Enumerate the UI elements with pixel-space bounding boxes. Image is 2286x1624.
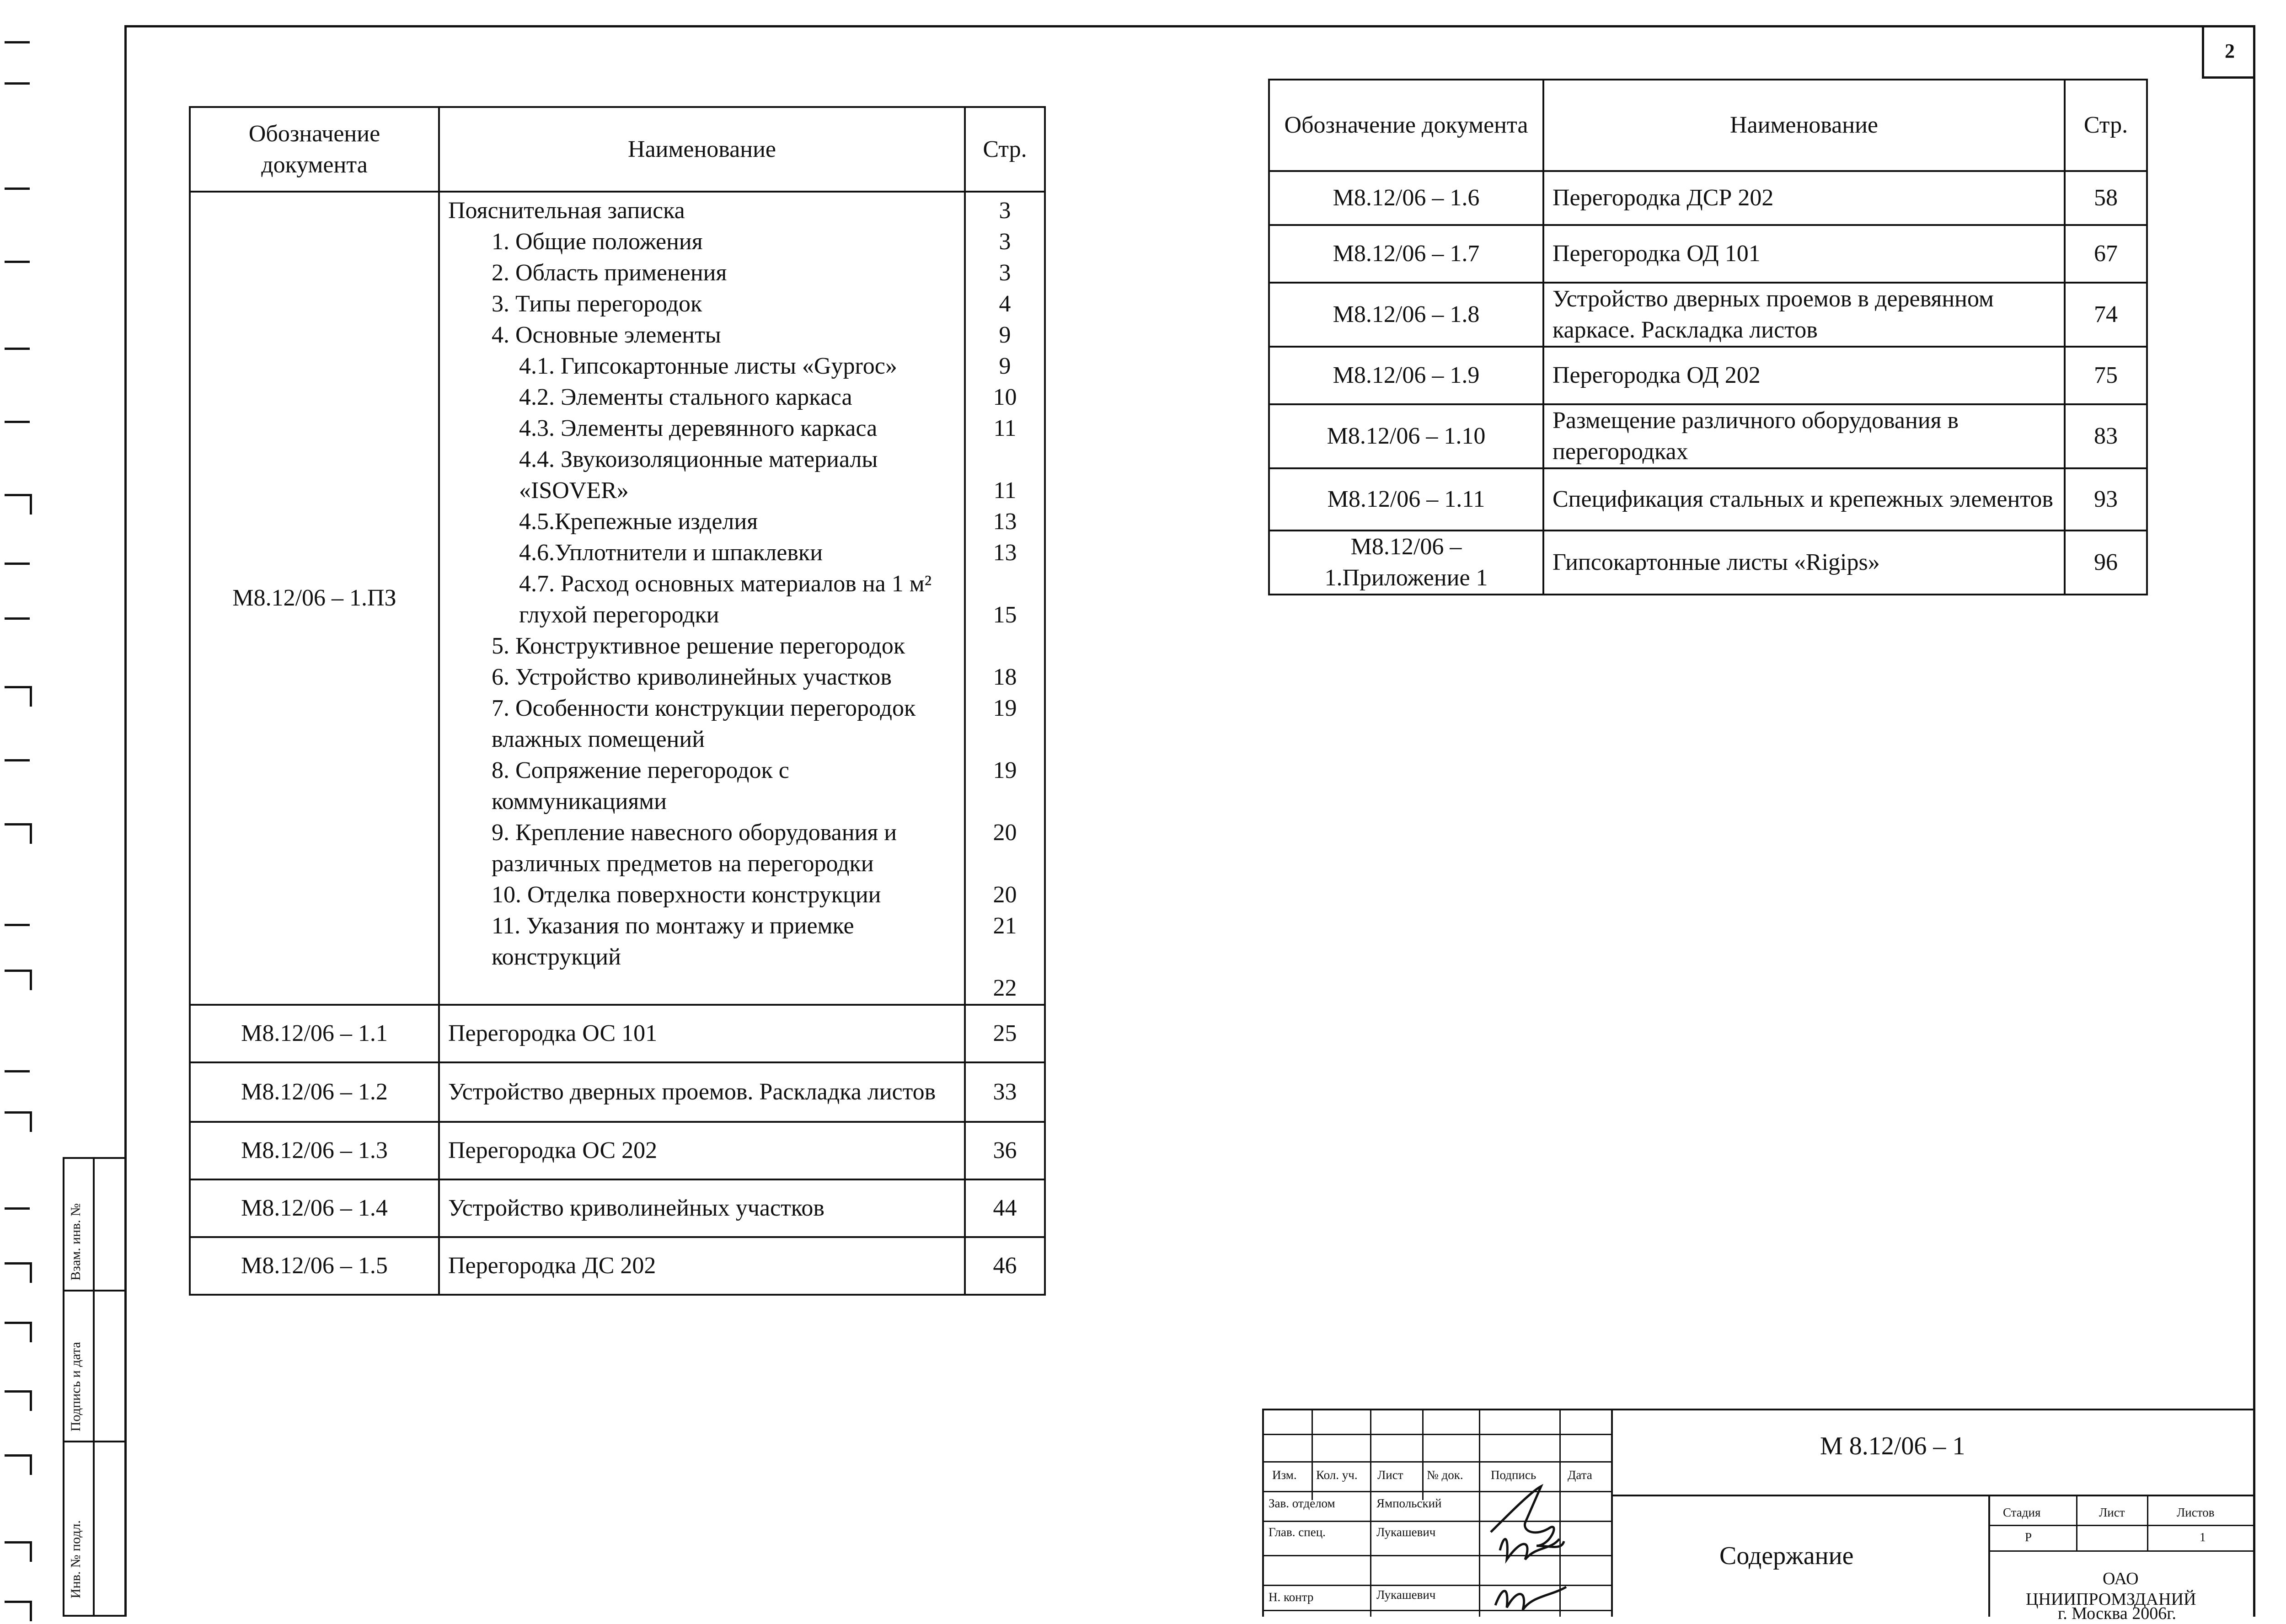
toc-item: 6. Устройство криволинейных участков — [492, 664, 892, 690]
toc-item: 4.2. Элементы стального каркаса — [519, 384, 852, 410]
toc-item: 4.6.Уплотнители и шпаклевки — [519, 540, 823, 566]
toc-page-number: 11 — [993, 477, 1017, 504]
tb-sheet-label: Лист — [2099, 1506, 2125, 1519]
tb-role-3: Н. контр — [1269, 1590, 1314, 1604]
toc-page-number: 11 — [993, 415, 1017, 441]
explanatory-note-pages — [965, 192, 1045, 1005]
binding-mark — [5, 188, 30, 190]
binding-mark — [5, 1454, 30, 1457]
row-designation: М8.12/06 – 1.7 — [1269, 225, 1543, 283]
table-row — [1269, 468, 2147, 531]
tb-org-line-1: ОАО — [2103, 1569, 2139, 1588]
side-stamp-vzam: Взам. инв. № — [68, 1203, 83, 1281]
row-name: Устройство криволинейных участков — [439, 1179, 965, 1237]
toc-page-number — [974, 724, 1036, 755]
tb-name-1: Ямпольский — [1376, 1496, 1442, 1510]
tb-col-izm: Изм. — [1272, 1468, 1297, 1482]
toc-page-number: 20 — [993, 882, 1017, 908]
binding-mark — [5, 1541, 30, 1544]
table-row — [190, 1122, 1045, 1179]
toc-item: 11. Указания по монтажу и приемке конструкций — [492, 913, 854, 970]
row-page: 33 — [965, 1062, 1045, 1122]
toc-item: 4.3. Элементы деревянного каркаса — [519, 415, 878, 441]
binding-mark — [5, 494, 30, 496]
table-row — [1269, 347, 2147, 404]
binding-mark — [5, 617, 30, 620]
binding-mark — [5, 1207, 30, 1210]
toc-page-number — [974, 848, 1036, 879]
binding-mark — [5, 1322, 30, 1324]
row-page: 74 — [2065, 283, 2147, 347]
row-designation: М8.12/06 – 1.1 — [190, 1005, 439, 1062]
header-designation: Обозначение документа — [1269, 80, 1543, 171]
tb-sheets-label: Листов — [2177, 1506, 2215, 1519]
binding-mark — [5, 759, 30, 761]
page-number: 2 — [2202, 25, 2255, 79]
title-block — [1262, 1409, 2255, 1623]
row-page: 46 — [965, 1237, 1045, 1295]
tb-col-list: Лист — [1377, 1468, 1403, 1482]
row-name: Размещение различного оборудования в перегородках — [1543, 404, 2065, 468]
contents-table-left — [189, 106, 1046, 1296]
header-designation: Обозначение документа — [190, 107, 439, 192]
binding-mark — [5, 41, 30, 43]
row-name: Перегородка ДС 202 — [439, 1237, 965, 1295]
toc-item: 5. Конструктивное решение перегородок — [492, 633, 905, 659]
toc-page-number: 18 — [993, 664, 1017, 690]
toc-page-number: 21 — [993, 913, 1017, 939]
row-designation: М8.12/06 – 1.10 — [1269, 404, 1543, 468]
binding-mark — [5, 924, 30, 926]
row-name: Спецификация стальных и крепежных элементов — [1543, 468, 2065, 531]
binding-mark — [5, 563, 30, 565]
toc-page-number: 3 — [999, 229, 1011, 255]
tb-name-2: Лукашевич — [1376, 1525, 1436, 1539]
toc-page-number: 3 — [999, 198, 1011, 224]
row-name: Перегородка ОС 101 — [439, 1005, 965, 1062]
binding-mark — [5, 261, 30, 263]
row-name: Устройство дверных проемов в деревянном каркасе. Раскладка листов — [1543, 283, 2065, 347]
row-name: Перегородка ОД 101 — [1543, 225, 2065, 283]
row-page: 83 — [2065, 404, 2147, 468]
toc-page-number: 3 — [999, 260, 1011, 286]
toc-item: Пояснительная записка — [448, 198, 685, 224]
toc-item: 7. Особенности конструкции перегородок влажных помещений — [492, 695, 916, 752]
side-stamp-inv: Инв. № подл. — [68, 1520, 83, 1598]
explanatory-note-designation: М8.12/06 – 1.ПЗ — [190, 192, 439, 1005]
toc-page-number: 19 — [993, 695, 1017, 721]
binding-mark — [5, 1262, 30, 1265]
row-name: Устройство дверных проемов. Раскладка листов — [439, 1062, 965, 1122]
tb-role-1: Зав. отделом — [1269, 1496, 1335, 1510]
binding-mark — [5, 1070, 30, 1072]
binding-mark — [5, 686, 30, 688]
side-stamp-podpis: Подпись и дата — [68, 1342, 83, 1431]
contents-table-right — [1268, 79, 2148, 595]
table-row — [190, 1237, 1045, 1295]
tb-col-ndok: № док. — [1427, 1468, 1463, 1482]
header-page: Стр. — [965, 107, 1045, 192]
table-row — [1269, 283, 2147, 347]
tb-org-line-3: г. Москва 2006г. — [2058, 1604, 2177, 1623]
row-designation: М8.12/06 – 1.2 — [190, 1062, 439, 1122]
row-designation: М8.12/06 – 1.3 — [190, 1122, 439, 1179]
row-designation: М8.12/06 – 1.6 — [1269, 171, 1543, 225]
tb-name-3: Лукашевич — [1376, 1588, 1436, 1602]
binding-mark — [5, 1390, 30, 1393]
toc-page-number: 15 — [993, 602, 1017, 628]
toc-page-number: 20 — [993, 820, 1017, 846]
binding-mark — [5, 348, 30, 350]
row-page: 75 — [2065, 347, 2147, 404]
explanatory-note-items — [439, 192, 965, 1005]
table-row — [1269, 225, 2147, 283]
toc-page-number: 9 — [999, 353, 1011, 379]
row-page: 36 — [965, 1122, 1045, 1179]
toc-item: 4. Основные элементы — [492, 322, 721, 348]
table-header-row — [190, 107, 1045, 192]
header-name: Наименование — [439, 107, 965, 192]
toc-page-number — [974, 568, 1036, 600]
tb-document-title: Содержание — [1719, 1542, 1854, 1570]
row-page: 25 — [965, 1005, 1045, 1062]
table-row — [190, 1005, 1045, 1062]
row-designation: М8.12/06 – 1.9 — [1269, 347, 1543, 404]
tb-col-podpis: Подпись — [1491, 1468, 1536, 1482]
header-name: Наименование — [1543, 80, 2065, 171]
binding-marks — [0, 18, 41, 1619]
table-row — [190, 1062, 1045, 1122]
tb-stage-label: Стадия — [2003, 1506, 2041, 1519]
toc-page-number: 9 — [999, 322, 1011, 348]
toc-item: 10. Отделка поверхности конструкции — [492, 882, 881, 908]
binding-mark — [5, 970, 30, 972]
row-designation: М8.12/06 – 1.11 — [1269, 468, 1543, 531]
table-row — [190, 1179, 1045, 1237]
toc-item: 8. Сопряжение перегородок с коммуникациями — [492, 757, 789, 815]
row-page: 93 — [2065, 468, 2147, 531]
row-name: Перегородка ОД 202 — [1543, 347, 2065, 404]
row-page: 67 — [2065, 225, 2147, 283]
toc-item: 4.7. Расход основных материалов на 1 м² глухой перегородки — [519, 571, 932, 628]
toc-item: 9. Крепление навесного оборудования и различных предметов на перегородки — [492, 820, 897, 877]
toc-page-number — [974, 942, 1036, 973]
row-designation: М8.12/06 – 1.8 — [1269, 283, 1543, 347]
toc-page-number: 13 — [993, 540, 1017, 566]
binding-mark — [5, 82, 30, 85]
toc-item: 4.5.Крепежные изделия — [519, 509, 758, 535]
tb-col-kol: Кол. уч. — [1316, 1468, 1358, 1482]
toc-page-number: 22 — [993, 975, 1017, 1001]
binding-mark — [5, 1111, 30, 1114]
toc-page-number: 19 — [993, 757, 1017, 783]
table-row — [1269, 531, 2147, 595]
toc-page-number — [974, 631, 1036, 662]
row-name: Перегородка ОС 202 — [439, 1122, 965, 1179]
side-stamp — [63, 1157, 127, 1617]
row-name: Гипсокартонные листы «Rigips» — [1543, 531, 2065, 595]
row-designation: М8.12/06 – 1.5 — [190, 1237, 439, 1295]
binding-mark — [5, 1601, 30, 1603]
toc-page-number — [974, 444, 1036, 475]
tb-org-line-2: ЦНИИПРОМЗДАНИЙ — [2026, 1590, 2196, 1609]
tb-document-code: М 8.12/06 – 1 — [1820, 1432, 1965, 1460]
toc-page-number: 4 — [999, 291, 1011, 317]
row-page: 58 — [2065, 171, 2147, 225]
tb-stage-value: Р — [2025, 1530, 2032, 1544]
tb-sheets-value: 1 — [2200, 1530, 2206, 1544]
table-header-row — [1269, 80, 2147, 171]
binding-mark — [5, 421, 30, 423]
header-page: Стр. — [2065, 80, 2147, 171]
tb-col-data: Дата — [1568, 1468, 1592, 1482]
row-designation: М8.12/06 – 1.Приложение 1 — [1269, 531, 1543, 595]
toc-item: 4.4. Звукоизоляционные материалы «ISOVER» — [519, 446, 878, 504]
toc-page-number — [974, 786, 1036, 817]
toc-item: 4.1. Гипсокартонные листы «Gyproc» — [519, 353, 897, 379]
binding-mark — [5, 823, 30, 825]
row-name: Перегородка ДСР 202 — [1543, 171, 2065, 225]
row-page: 96 — [2065, 531, 2147, 595]
tb-role-2: Глав. спец. — [1269, 1525, 1326, 1539]
table-row — [1269, 171, 2147, 225]
table-row — [1269, 404, 2147, 468]
toc-page-number: 10 — [993, 384, 1017, 410]
row-designation: М8.12/06 – 1.4 — [190, 1179, 439, 1237]
signature-image — [1482, 1482, 1573, 1614]
toc-item: 2. Область применения — [492, 260, 727, 286]
explanatory-note-row — [190, 192, 1045, 1005]
toc-page-number: 13 — [993, 509, 1017, 535]
row-page: 44 — [965, 1179, 1045, 1237]
toc-item: 1. Общие положения — [492, 229, 703, 255]
toc-item: 3. Типы перегородок — [492, 291, 702, 317]
